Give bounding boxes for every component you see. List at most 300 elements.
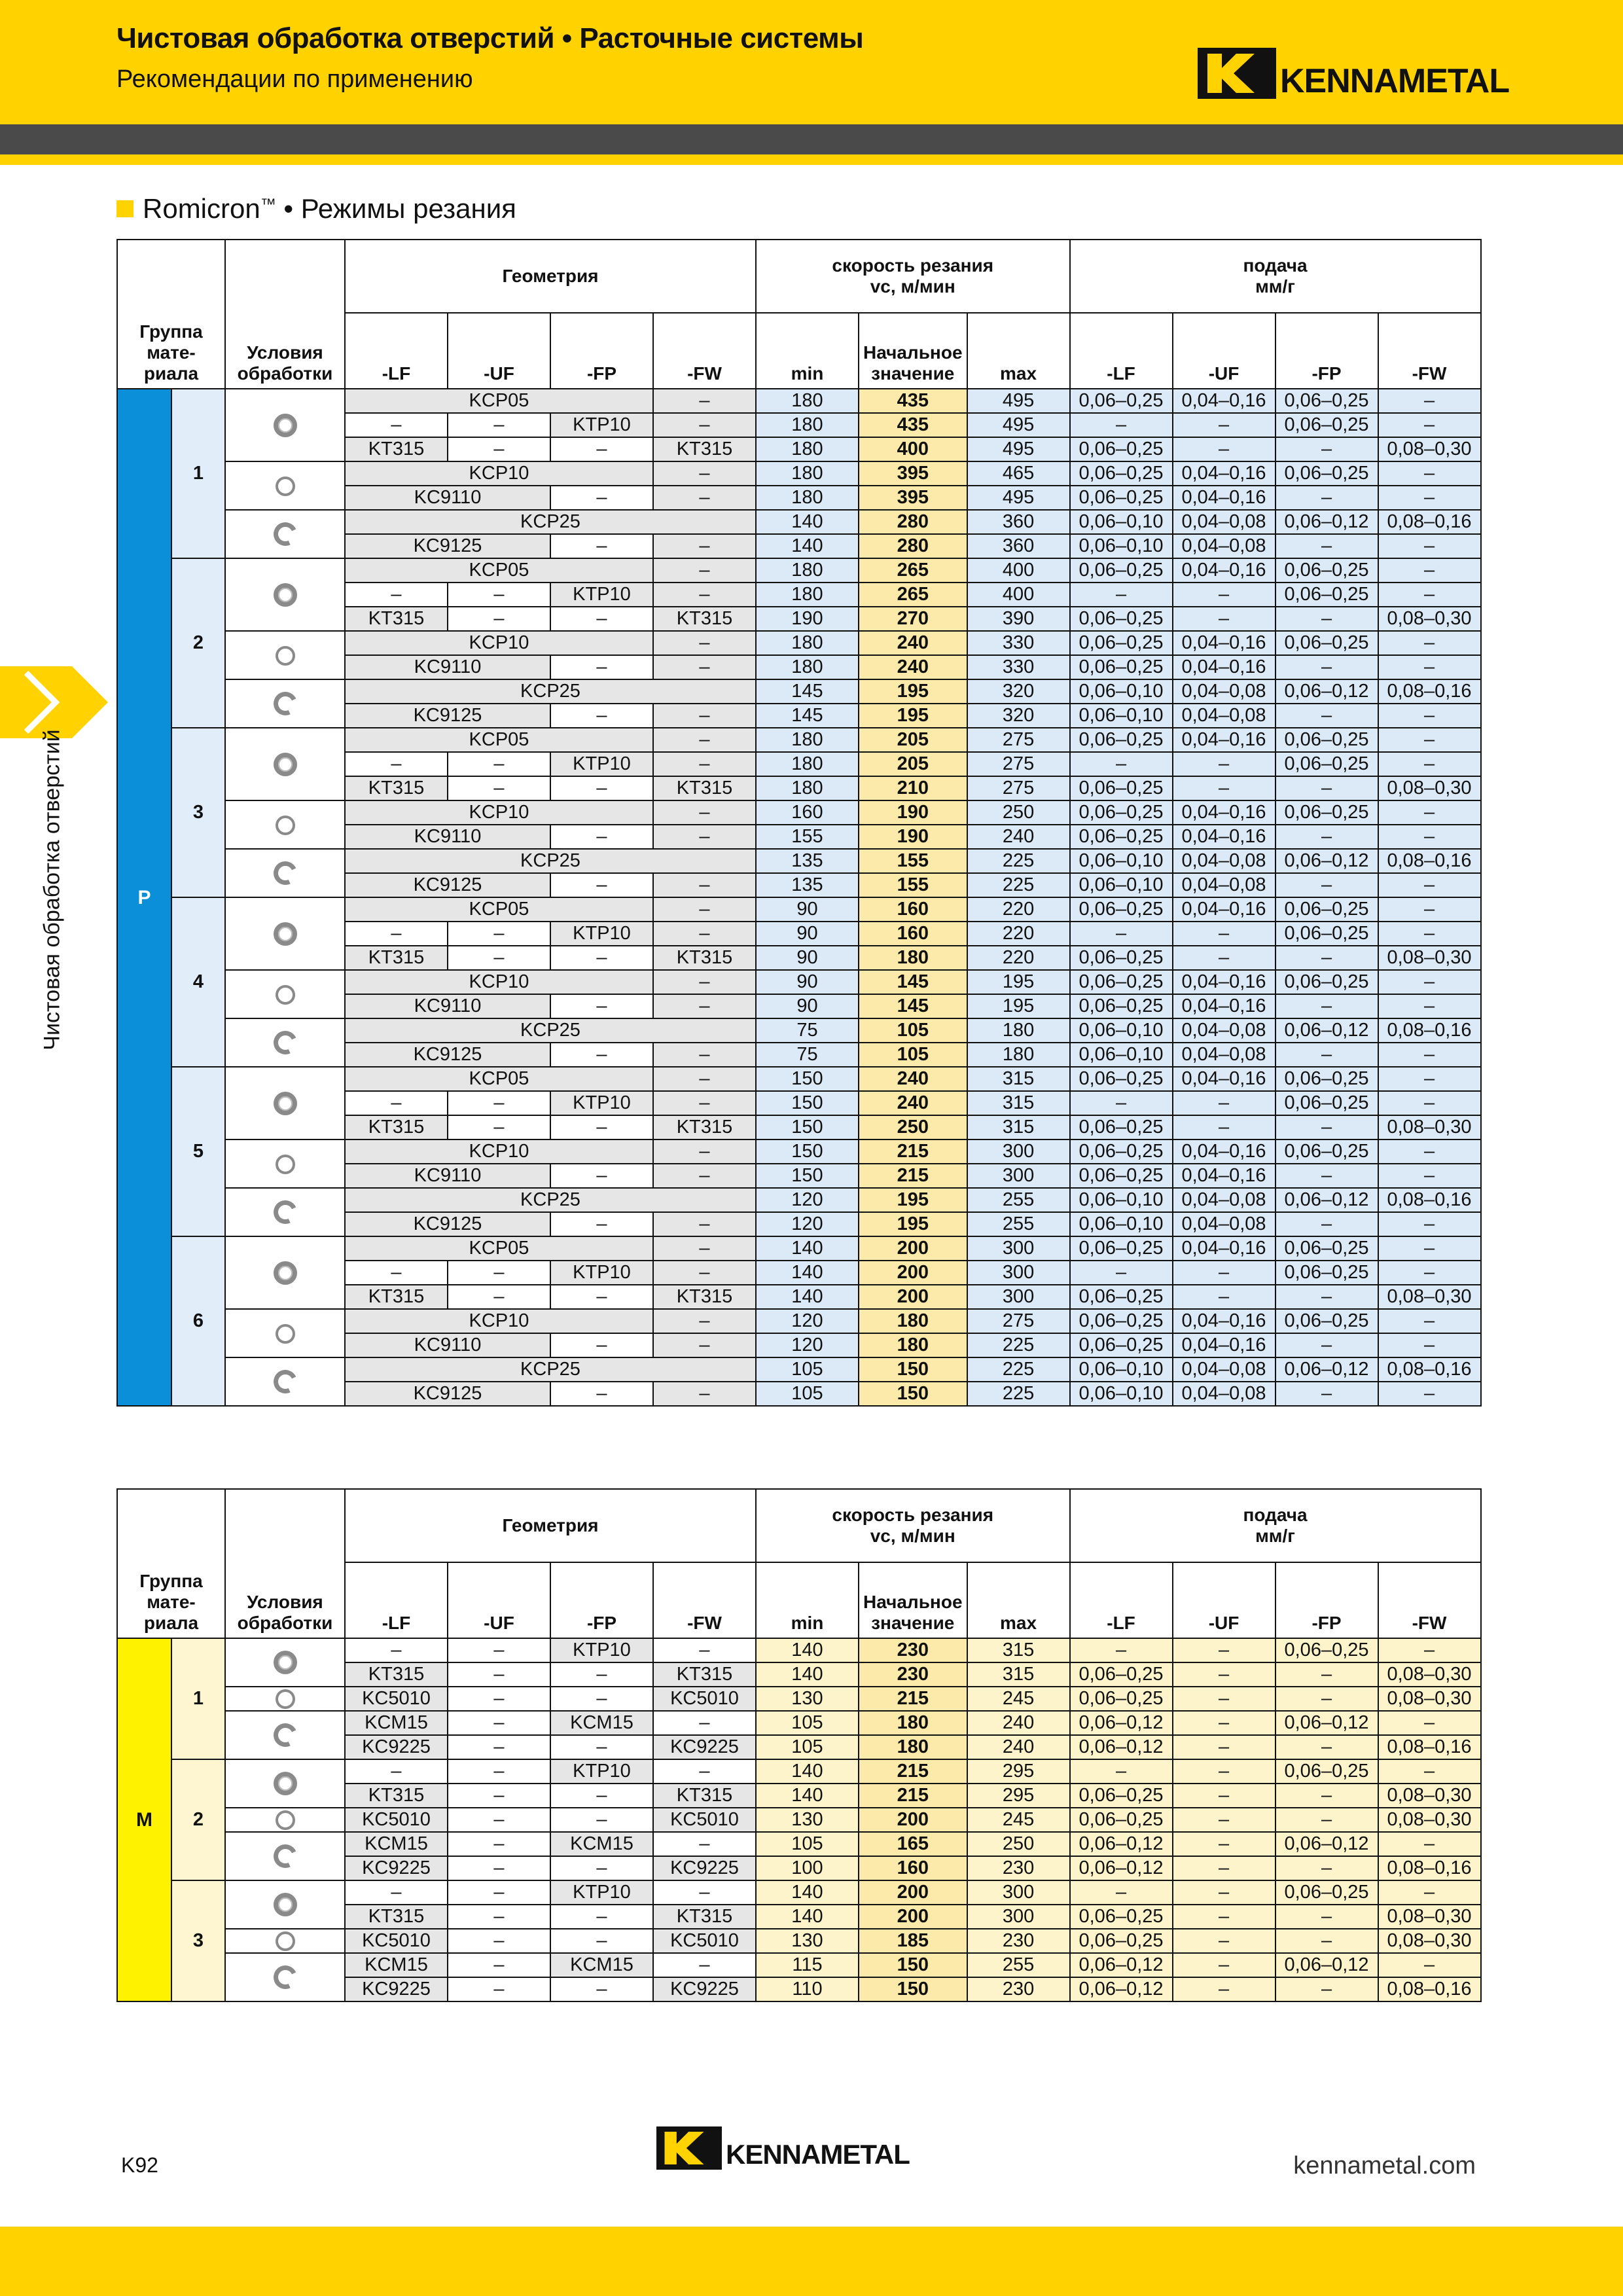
geometry-grade-cell: KCM15 <box>345 1953 448 1977</box>
geometry-grade-cell: KCP05 <box>345 1236 653 1261</box>
table-row <box>117 1808 1481 1832</box>
geometry-grade-cell: KC9110 <box>345 994 550 1018</box>
feed-cell: 0,08–0,16 <box>1378 1188 1481 1212</box>
feed-cell: – <box>1378 1953 1481 1977</box>
cutting-speed-cell: 255 <box>967 1953 1070 1977</box>
geometry-grade-cell: – <box>653 461 756 486</box>
header-line: мате- <box>147 342 196 363</box>
square-bullet-icon <box>116 200 134 217</box>
machining-condition-cell <box>225 389 345 461</box>
geometry-grade-cell: KC9125 <box>345 1043 550 1067</box>
feed-cell: 0,06–0,25 <box>1070 1164 1173 1188</box>
geometry-grade-cell: – <box>345 1638 448 1662</box>
table-row <box>117 679 1481 704</box>
geometry-grade-cell: – <box>550 1856 653 1880</box>
geometry-grade-cell: – <box>653 897 756 922</box>
feed-cell: 0,08–0,16 <box>1378 1977 1481 2001</box>
geometry-grade-cell: KC9110 <box>345 1333 550 1357</box>
geometry-grade-cell: KCP05 <box>345 558 653 583</box>
feed-cell: 0,08–0,30 <box>1378 1784 1481 1808</box>
logo-wordmark: KENNAMETAL <box>1280 62 1510 100</box>
machining-condition-cell <box>225 1067 345 1139</box>
geometry-grade-cell: KCP25 <box>345 510 756 534</box>
feed-cell: – <box>1378 1711 1481 1735</box>
table-row <box>117 461 1481 486</box>
table-row <box>117 1687 1481 1711</box>
feed-cell: 0,06–0,12 <box>1070 1856 1173 1880</box>
geometry-grade-cell: KC9125 <box>345 534 550 558</box>
material-subgroup-cell: 6 <box>171 1236 225 1406</box>
cutting-speed-cell: 180 <box>756 655 859 679</box>
table-row <box>117 970 1481 994</box>
machining-condition-cell <box>225 1953 345 2001</box>
feed-cell: 0,04–0,08 <box>1173 1382 1275 1406</box>
header-feed-col: -FW <box>1378 1562 1481 1638</box>
cutting-speed-cell: 160 <box>756 800 859 825</box>
feed-cell: 0,08–0,30 <box>1378 607 1481 631</box>
cutting-speed-cell: 225 <box>967 1357 1070 1382</box>
feed-cell: – <box>1378 1236 1481 1261</box>
feed-cell: 0,04–0,16 <box>1173 970 1275 994</box>
geometry-grade-cell: – <box>653 752 756 776</box>
logo-wordmark: KENNAMETAL <box>726 2139 910 2170</box>
machining-condition-cell <box>225 1759 345 1808</box>
cutting-speed-cell: 240 <box>967 825 1070 849</box>
feed-cell: 0,08–0,30 <box>1378 776 1481 800</box>
section-title-text: • Режимы резания <box>276 193 516 224</box>
light-interrupted-cut-icon <box>276 1931 295 1951</box>
machining-condition-cell <box>225 1139 345 1188</box>
header-material-group <box>117 1489 225 1638</box>
cutting-speed-cell: 150 <box>756 1115 859 1139</box>
header-geo-col: -UF <box>448 1562 550 1638</box>
geometry-grade-cell: – <box>448 607 550 631</box>
cutting-speed-cell: 140 <box>756 1236 859 1261</box>
feed-cell: – <box>1275 437 1378 461</box>
cutting-speed-cell: 195 <box>859 1212 967 1236</box>
feed-cell: – <box>1378 534 1481 558</box>
continuous-cut-icon <box>274 1772 297 1795</box>
geometry-grade-cell: – <box>345 1880 448 1905</box>
feed-cell: 0,06–0,25 <box>1275 800 1378 825</box>
feed-cell: – <box>1275 873 1378 897</box>
light-interrupted-cut-icon <box>276 646 295 666</box>
machining-condition-cell <box>225 1711 345 1759</box>
header-line: обработки <box>237 1613 333 1633</box>
feed-cell: 0,06–0,10 <box>1070 873 1173 897</box>
feed-cell: – <box>1378 728 1481 752</box>
machining-condition-cell <box>225 849 345 897</box>
feed-cell: 0,06–0,25 <box>1275 728 1378 752</box>
interrupted-cut-icon <box>270 519 300 549</box>
feed-cell: – <box>1378 1067 1481 1091</box>
feed-cell: 0,06–0,10 <box>1070 679 1173 704</box>
feed-cell: 0,06–0,25 <box>1070 558 1173 583</box>
feed-cell: – <box>1173 1953 1275 1977</box>
cutting-speed-cell: 150 <box>859 1357 967 1382</box>
header-dark-bar <box>0 124 1623 154</box>
feed-cell: – <box>1378 897 1481 922</box>
geometry-grade-cell: – <box>448 1880 550 1905</box>
table-row <box>117 631 1481 655</box>
machining-condition-cell <box>225 1309 345 1357</box>
feed-cell: – <box>1378 1638 1481 1662</box>
geometry-grade-cell: – <box>653 1953 756 1977</box>
cutting-speed-cell: 150 <box>756 1067 859 1091</box>
geometry-grade-cell: – <box>550 1043 653 1067</box>
feed-cell: 0,04–0,08 <box>1173 679 1275 704</box>
feed-cell: 0,06–0,12 <box>1275 679 1378 704</box>
table-row <box>117 1357 1481 1382</box>
geometry-grade-cell: – <box>448 1735 550 1759</box>
geometry-grade-cell: – <box>448 1638 550 1662</box>
geometry-grade-cell: KT315 <box>653 776 756 800</box>
geometry-grade-cell: – <box>448 1784 550 1808</box>
continuous-cut-icon <box>274 1261 297 1285</box>
cutting-speed-cell: 195 <box>859 704 967 728</box>
feed-cell: 0,06–0,10 <box>1070 1382 1173 1406</box>
geometry-grade-cell: – <box>653 970 756 994</box>
footer-band <box>0 2227 1623 2296</box>
feed-cell: – <box>1070 922 1173 946</box>
cutting-speed-cell: 215 <box>859 1139 967 1164</box>
material-subgroup-cell: 2 <box>171 1759 225 1880</box>
interrupted-cut-icon <box>270 1197 300 1227</box>
geometry-grade-cell: – <box>448 1759 550 1784</box>
feed-cell: 0,06–0,25 <box>1070 897 1173 922</box>
feed-cell: 0,06–0,25 <box>1070 1139 1173 1164</box>
geometry-grade-cell: KT315 <box>345 1662 448 1687</box>
cutting-speed-cell: 90 <box>756 970 859 994</box>
material-subgroup-cell: 1 <box>171 1638 225 1759</box>
cutting-speed-cell: 300 <box>967 1139 1070 1164</box>
geometry-grade-cell: – <box>448 1662 550 1687</box>
cutting-speed-cell: 240 <box>967 1711 1070 1735</box>
feed-cell: – <box>1070 1880 1173 1905</box>
machining-condition-cell <box>225 679 345 728</box>
geometry-grade-cell: – <box>550 1662 653 1687</box>
feed-cell: – <box>1378 486 1481 510</box>
feed-cell: 0,08–0,30 <box>1378 1929 1481 1953</box>
interrupted-cut-icon <box>270 1028 300 1058</box>
cutting-speed-cell: 180 <box>756 461 859 486</box>
cutting-speed-cell: 220 <box>967 897 1070 922</box>
geometry-grade-cell: KT315 <box>345 776 448 800</box>
header-line: max <box>999 1613 1037 1633</box>
feed-cell: – <box>1173 1832 1275 1856</box>
table-row <box>117 1309 1481 1333</box>
cutting-speed-cell: 145 <box>859 970 967 994</box>
side-section-label: Чистовая обработка отверстий <box>39 729 65 1050</box>
cutting-data-table-p <box>116 239 1482 1407</box>
feed-cell: – <box>1378 873 1481 897</box>
feed-cell: 0,08–0,30 <box>1378 1808 1481 1832</box>
geometry-grade-cell: – <box>653 873 756 897</box>
geometry-grade-cell: KTP10 <box>550 1261 653 1285</box>
geometry-grade-cell: KC9225 <box>345 1856 448 1880</box>
header-line: риала <box>143 363 199 384</box>
geometry-grade-cell: – <box>653 1880 756 1905</box>
header-feed <box>1070 1489 1481 1562</box>
geometry-grade-cell: KT315 <box>653 1662 756 1687</box>
geometry-grade-cell: – <box>345 1759 448 1784</box>
machining-condition-cell <box>225 558 345 631</box>
header-line: подача <box>1243 1505 1308 1525</box>
machining-condition-cell <box>225 461 345 510</box>
cutting-speed-cell: 120 <box>756 1212 859 1236</box>
cutting-speed-cell: 270 <box>859 607 967 631</box>
feed-cell: 0,06–0,25 <box>1070 1309 1173 1333</box>
geometry-grade-cell: – <box>653 1832 756 1856</box>
feed-cell: – <box>1275 994 1378 1018</box>
feed-cell: 0,06–0,10 <box>1070 534 1173 558</box>
cutting-speed-cell: 150 <box>756 1091 859 1115</box>
machining-condition-cell <box>225 1880 345 1929</box>
header-speed-col <box>859 313 967 389</box>
cutting-speed-cell: 225 <box>967 1333 1070 1357</box>
cutting-speed-cell: 200 <box>859 1261 967 1285</box>
feed-cell: – <box>1378 655 1481 679</box>
geometry-grade-cell: KTP10 <box>550 922 653 946</box>
feed-cell: 0,06–0,25 <box>1070 776 1173 800</box>
feed-cell: – <box>1378 994 1481 1018</box>
cutting-speed-cell: 200 <box>859 1808 967 1832</box>
table-row <box>117 1759 1481 1784</box>
cutting-speed-cell: 105 <box>756 1832 859 1856</box>
cutting-speed-cell: 180 <box>756 631 859 655</box>
cutting-speed-cell: 90 <box>756 897 859 922</box>
geometry-grade-cell: KCP10 <box>345 461 653 486</box>
cutting-speed-cell: 495 <box>967 389 1070 413</box>
geometry-grade-cell: KCP05 <box>345 1067 653 1091</box>
cutting-speed-cell: 280 <box>859 534 967 558</box>
geometry-grade-cell: – <box>448 922 550 946</box>
cutting-speed-cell: 245 <box>967 1808 1070 1832</box>
cutting-speed-cell: 200 <box>859 1236 967 1261</box>
geometry-grade-cell: KCP10 <box>345 1139 653 1164</box>
feed-cell: – <box>1173 437 1275 461</box>
feed-cell: – <box>1173 1929 1275 1953</box>
cutting-speed-cell: 155 <box>859 873 967 897</box>
feed-cell: – <box>1173 1784 1275 1808</box>
cutting-speed-cell: 215 <box>859 1759 967 1784</box>
cutting-speed-cell: 150 <box>859 1382 967 1406</box>
feed-cell: – <box>1378 1333 1481 1357</box>
feed-cell: – <box>1378 631 1481 655</box>
feed-cell: 0,06–0,25 <box>1070 1333 1173 1357</box>
header-line: Группа <box>139 321 203 342</box>
geometry-grade-cell: KT315 <box>653 1784 756 1808</box>
feed-cell: 0,06–0,10 <box>1070 1212 1173 1236</box>
geometry-grade-cell: KCP25 <box>345 1188 756 1212</box>
feed-cell: – <box>1070 752 1173 776</box>
material-subgroup-cell: 2 <box>171 558 225 728</box>
cutting-speed-cell: 300 <box>967 1236 1070 1261</box>
geometry-grade-cell: – <box>448 1832 550 1856</box>
geometry-grade-cell: KC9225 <box>653 1856 756 1880</box>
continuous-cut-icon <box>274 922 297 946</box>
table-row <box>117 800 1481 825</box>
cutting-speed-cell: 180 <box>756 583 859 607</box>
cutting-speed-cell: 140 <box>756 1261 859 1285</box>
feed-cell: 0,08–0,16 <box>1378 1357 1481 1382</box>
feed-cell: – <box>1173 1091 1275 1115</box>
feed-cell: 0,04–0,16 <box>1173 1067 1275 1091</box>
cutting-speed-cell: 240 <box>859 655 967 679</box>
feed-cell: 0,08–0,16 <box>1378 1018 1481 1043</box>
header-geometry: Геометрия <box>345 240 756 313</box>
geometry-grade-cell: KTP10 <box>550 1759 653 1784</box>
header-line: подача <box>1243 255 1308 276</box>
geometry-grade-cell: KCP05 <box>345 389 653 413</box>
feed-cell: 0,04–0,08 <box>1173 1212 1275 1236</box>
feed-cell: 0,08–0,16 <box>1378 1735 1481 1759</box>
feed-cell: – <box>1275 1905 1378 1929</box>
geometry-grade-cell: KC9225 <box>653 1977 756 2001</box>
feed-cell: 0,04–0,16 <box>1173 800 1275 825</box>
kennametal-k-icon <box>656 2126 722 2170</box>
feed-cell: – <box>1173 1808 1275 1832</box>
geometry-grade-cell: – <box>448 1977 550 2001</box>
cutting-speed-cell: 300 <box>967 1285 1070 1309</box>
cutting-speed-cell: 360 <box>967 534 1070 558</box>
feed-cell: 0,06–0,12 <box>1275 1188 1378 1212</box>
feed-cell: – <box>1378 1880 1481 1905</box>
feed-cell: 0,04–0,08 <box>1173 534 1275 558</box>
kennametal-logo-footer <box>656 2126 910 2170</box>
table-row <box>117 849 1481 873</box>
geometry-grade-cell: – <box>448 1953 550 1977</box>
cutting-speed-cell: 215 <box>859 1164 967 1188</box>
cutting-speed-cell: 105 <box>756 1711 859 1735</box>
feed-cell: – <box>1275 776 1378 800</box>
header-line: Условия <box>247 342 323 363</box>
feed-cell: – <box>1173 946 1275 970</box>
geometry-grade-cell: – <box>550 1382 653 1406</box>
header-material-group <box>117 240 225 389</box>
geometry-grade-cell: – <box>653 1067 756 1091</box>
cutting-speed-cell: 195 <box>967 970 1070 994</box>
feed-cell: 0,04–0,16 <box>1173 1309 1275 1333</box>
cutting-speed-cell: 135 <box>756 873 859 897</box>
header-line: мм/г <box>1255 276 1295 296</box>
interrupted-cut-icon <box>270 689 300 719</box>
cutting-speed-cell: 330 <box>967 655 1070 679</box>
cutting-speed-cell: 180 <box>756 752 859 776</box>
feed-cell: 0,06–0,25 <box>1275 461 1378 486</box>
cutting-speed-cell: 165 <box>859 1832 967 1856</box>
interrupted-cut-icon <box>270 1841 300 1871</box>
feed-cell: 0,06–0,25 <box>1275 897 1378 922</box>
geometry-grade-cell: – <box>653 1638 756 1662</box>
geometry-grade-cell: – <box>550 1164 653 1188</box>
feed-cell: – <box>1173 776 1275 800</box>
geometry-grade-cell: – <box>653 1043 756 1067</box>
cutting-speed-cell: 255 <box>967 1188 1070 1212</box>
feed-cell: – <box>1275 534 1378 558</box>
cutting-speed-cell: 230 <box>967 1856 1070 1880</box>
light-interrupted-cut-icon <box>276 476 295 496</box>
cutting-speed-cell: 315 <box>967 1067 1070 1091</box>
cutting-speed-cell: 215 <box>859 1687 967 1711</box>
feed-cell: – <box>1378 558 1481 583</box>
geometry-grade-cell: – <box>550 776 653 800</box>
geometry-grade-cell: KC5010 <box>653 1929 756 1953</box>
feed-cell: 0,04–0,16 <box>1173 1333 1275 1357</box>
geometry-grade-cell: – <box>550 946 653 970</box>
geometry-grade-cell: KT315 <box>345 1784 448 1808</box>
feed-cell: 0,06–0,12 <box>1070 1977 1173 2001</box>
cutting-speed-cell: 120 <box>756 1188 859 1212</box>
feed-cell: – <box>1173 413 1275 437</box>
header-feed-col: -LF <box>1070 1562 1173 1638</box>
machining-condition-cell <box>225 970 345 1018</box>
geometry-grade-cell: – <box>550 1687 653 1711</box>
header-geo-col: -UF <box>448 313 550 389</box>
header-geo-col: -LF <box>345 313 448 389</box>
geometry-grade-cell: – <box>653 1139 756 1164</box>
page-title: Чистовая обработка отверстий • Расточные системы <box>116 22 864 54</box>
geometry-grade-cell: KTP10 <box>550 1091 653 1115</box>
machining-condition-cell <box>225 631 345 679</box>
geometry-grade-cell: – <box>448 1115 550 1139</box>
feed-cell: 0,06–0,10 <box>1070 704 1173 728</box>
cutting-speed-cell: 90 <box>756 994 859 1018</box>
geometry-grade-cell: KC5010 <box>653 1687 756 1711</box>
header-speed-col <box>967 1562 1070 1638</box>
machining-condition-cell <box>225 1929 345 1953</box>
machining-condition-cell <box>225 1687 345 1711</box>
feed-cell: 0,06–0,25 <box>1275 1067 1378 1091</box>
geometry-grade-cell: KCP25 <box>345 1357 756 1382</box>
feed-cell: – <box>1173 1711 1275 1735</box>
cutting-speed-cell: 140 <box>756 1880 859 1905</box>
cutting-speed-cell: 315 <box>967 1638 1070 1662</box>
feed-cell: – <box>1378 1164 1481 1188</box>
cutting-speed-cell: 180 <box>756 728 859 752</box>
cutting-data-table-m <box>116 1488 1482 2002</box>
feed-cell: – <box>1275 1333 1378 1357</box>
cutting-speed-cell: 90 <box>756 946 859 970</box>
feed-cell: – <box>1173 922 1275 946</box>
header-line: скорость резания <box>832 1505 994 1525</box>
geometry-grade-cell: KTP10 <box>550 583 653 607</box>
geometry-grade-cell: – <box>653 413 756 437</box>
section-title <box>116 193 516 224</box>
feed-cell: – <box>1173 1905 1275 1929</box>
feed-cell: 0,06–0,25 <box>1070 825 1173 849</box>
feed-cell: – <box>1378 1212 1481 1236</box>
cutting-speed-cell: 300 <box>967 1261 1070 1285</box>
geometry-grade-cell: – <box>653 1711 756 1735</box>
geometry-grade-cell: – <box>653 1091 756 1115</box>
machining-condition-cell <box>225 897 345 970</box>
geometry-grade-cell: – <box>653 1333 756 1357</box>
feed-cell: – <box>1378 1759 1481 1784</box>
feed-cell: 0,08–0,16 <box>1378 510 1481 534</box>
feed-cell: 0,06–0,25 <box>1070 1067 1173 1091</box>
feed-cell: 0,04–0,16 <box>1173 631 1275 655</box>
feed-cell: 0,06–0,25 <box>1070 1905 1173 1929</box>
cutting-speed-cell: 150 <box>756 1164 859 1188</box>
geometry-grade-cell: KCP05 <box>345 728 653 752</box>
geometry-grade-cell: – <box>653 1759 756 1784</box>
geometry-grade-cell: – <box>345 413 448 437</box>
cutting-speed-cell: 495 <box>967 486 1070 510</box>
feed-cell: 0,06–0,10 <box>1070 849 1173 873</box>
material-group-cell: P <box>117 389 171 1406</box>
feed-cell: – <box>1275 704 1378 728</box>
